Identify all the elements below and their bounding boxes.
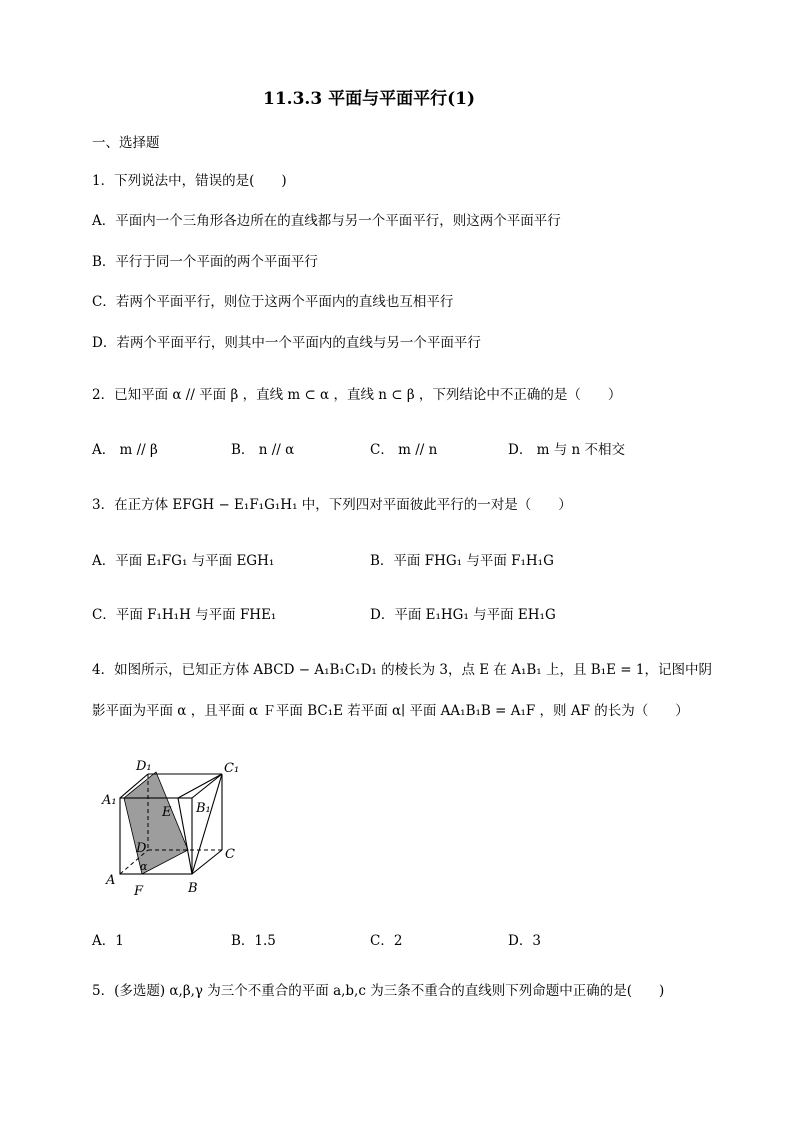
question-3-option-c: C．平面 F₁H₁H 与平面 FHE₁ [92,607,277,623]
question-5-stem: 5．(多选题) α,β,γ 为三个不重合的平面 a,b,c 为三条不重合的直线则下列命题中正确的是( ) [92,983,665,999]
cube-figure [100,752,260,900]
question-2-stem: 2．已知平面 α // 平面 β ，直线 m ⊂ α ，直线 n ⊂ β ，下列结论中不正确的是（ ） [92,387,622,403]
question-1-option-c: C．若两个平面平行，则位于这两个平面内的直线也互相平行 [92,294,454,310]
question-3-option-d: D．平面 E₁HG₁ 与平面 EH₁G [370,607,556,623]
question-2-option-d: D． m 与 n 不相交 [508,442,625,458]
cube-edge-b1-c1 [192,774,222,798]
label-a: A [106,873,116,888]
label-d1: D₁ [136,759,152,774]
question-4-option-a: A．1 [92,933,124,949]
label-f: F [134,884,144,899]
question-1-option-d: D．若两个平面平行，则其中一个平面内的直线与另一个平面平行 [92,335,481,351]
question-3-stem: 3．在正方体 EFGH − E₁F₁G₁H₁ 中，下列四对平面彼此平行的一对是（ ） [92,497,572,513]
question-4-stem-line-2: 影平面为平面 α ，且平面 α Ｆ平面 BC₁E 若平面 α∣ 平面 AA₁B₁B = A₁F ，则 AF 的长为（ ） [92,703,689,719]
page-title: 11.3.3 平面与平面平行(1) [263,89,475,109]
question-3-option-a: A．平面 E₁FG₁ 与平面 EGH₁ [92,553,275,569]
question-3-option-b: B．平面 FHG₁ 与平面 F₁H₁G [370,553,554,569]
question-1-option-a: A．平面内一个三角形各边所在的直线都与另一个平面平行，则这两个平面平行 [92,213,561,229]
question-4-stem-line-1: 4．如图所示，已知正方体 ABCD − A₁B₁C₁D₁ 的棱长为 3，点 E 在 A₁B₁ 上，且 B₁E = 1，记图中阴 [92,662,712,678]
label-d: D [136,841,147,856]
shaded-plane-alpha [124,772,188,874]
label-a1: A₁ [102,793,117,808]
question-4-option-d: D．3 [508,933,541,949]
cube-edge-b-c [192,850,222,874]
segment-b-c1 [192,774,222,874]
question-1-stem: 1．下列说法中，错误的是( ) [92,173,287,189]
label-c: C [225,847,235,862]
question-2-option-b: B． n // α [231,442,295,458]
label-alpha: α [140,860,148,873]
section-heading: 一、选择题 [92,135,160,151]
label-e: E [162,805,172,820]
question-1-option-b: B．平行于同一个平面的两个平面平行 [92,254,318,270]
label-c1: C₁ [224,761,240,776]
question-4-option-c: C．2 [370,933,403,949]
question-4-option-b: B．1.5 [231,933,276,949]
question-2-option-a: A． m // β [92,442,158,458]
label-b: B [188,881,198,896]
question-2-option-c: C． m // n [370,442,438,458]
label-b1: B₁ [196,801,211,816]
